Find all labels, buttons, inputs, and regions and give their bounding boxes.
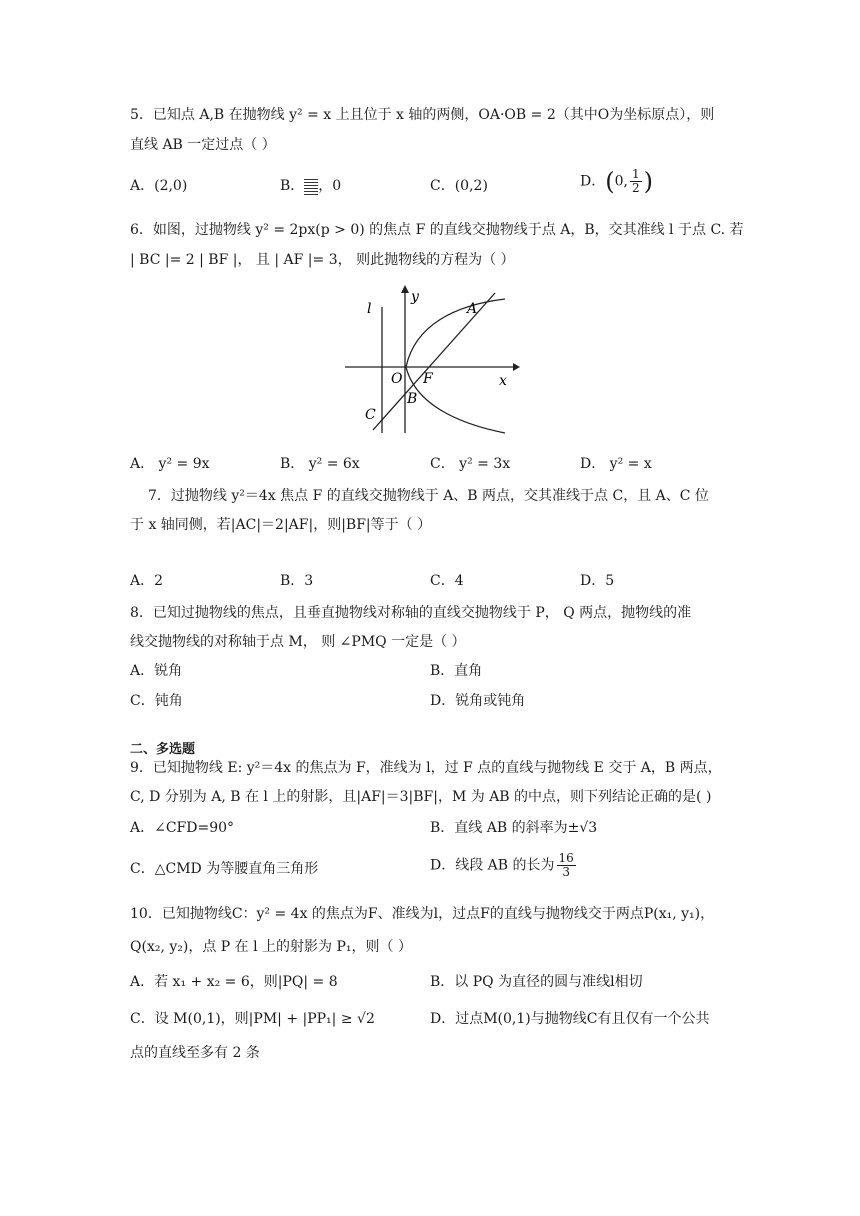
q10-option-b: B．以 PQ 为直径的圆与准线l相切 <box>430 974 643 990</box>
x-axis-arrow <box>513 363 520 371</box>
q6-option-c: C． y² = 3x <box>430 456 511 472</box>
q8-option-d: D．锐角或钝角 <box>430 693 526 709</box>
q7-option-d: D．5 <box>580 573 615 589</box>
q7-option-c: C．4 <box>430 573 464 589</box>
section-heading-multiple-choice: 二、多选题 <box>130 742 196 757</box>
q10-option-d: D．过点M(0,1)与抛物线C有且仅有一个公共 <box>430 1011 710 1027</box>
label-o: O <box>391 371 403 387</box>
q5-option-d-zero: 0, <box>614 173 628 190</box>
q9-stem-line1: 9．已知抛物线 E: y²＝4x 的焦点为 F，准线为 l，过 F 点的直线与抛物线 E 交于 A，B 两点， <box>130 760 722 776</box>
q5-stem-line2: 直线 AB 一定过点（ ） <box>130 137 276 153</box>
q10-option-c: C．设 M(0,1)，则|PM| + |PP₁| ≥ √2 <box>130 1011 375 1027</box>
q6-stem-line1: 6．如图，过抛物线 y² = 2px(p > 0) 的焦点 F 的直线交抛物线于点 A，B，交其准线 l 于点 C. 若 <box>130 222 744 238</box>
q5-option-b-text: ，0 <box>318 178 342 194</box>
q5-stem-line1: 5．已知点 A,B 在抛物线 y² = x 上且位于 x 轴的两侧，OA·OB = 2（其中O为坐标原点），则 <box>130 107 715 123</box>
q10-option-a: A．若 x₁ + x₂ = 6，则|PQ| = 8 <box>130 974 338 990</box>
label-f: F <box>423 371 433 387</box>
label-x: x <box>499 373 507 389</box>
q8-stem-line1: 8．已知过抛物线的焦点，且垂直抛物线对称轴的直线交抛物线于 P， Q 两点，抛物线的准 <box>130 605 692 621</box>
q9-option-a: A．∠CFD=90° <box>130 820 235 836</box>
q5-option-b <box>280 175 341 197</box>
q5-option-d-close-paren: ) <box>643 167 653 196</box>
q7-option-b: B．3 <box>280 573 314 589</box>
q10-stem-line2: Q(x₂, y₂)，点 P 在 l 上的射影为 P₁，则（ ） <box>130 939 412 955</box>
label-c: C <box>365 407 376 423</box>
q9-option-d-prefix: D．线段 AB 的长为 <box>430 857 555 874</box>
q7-option-a: A．2 <box>130 573 164 589</box>
q9-option-d-numerator: 16 <box>558 851 574 865</box>
parabola-figure <box>345 285 520 435</box>
q10-stem-line1: 10．已知抛物线C：y² = 4x 的焦点为F、准线为l，过点F的直线与抛物线交于两点P(x₁, y₁)， <box>130 906 715 922</box>
q5-option-d-denominator: 2 <box>631 181 640 195</box>
q5-option-b-glyph <box>304 177 318 195</box>
parabola-curve <box>406 299 505 433</box>
q5-option-d <box>580 168 653 195</box>
q5-option-b-prefix: B． <box>280 178 305 194</box>
q6-option-b: B． y² = 6x <box>280 456 360 472</box>
label-a: A <box>467 301 478 317</box>
y-axis-arrow <box>401 285 409 293</box>
q5-option-d-numerator: 1 <box>631 167 640 181</box>
q9-option-d <box>430 852 578 879</box>
q8-option-c: C．钝角 <box>130 693 183 709</box>
q5-option-c: C．(0,2) <box>430 178 488 194</box>
q8-stem-line2: 线交抛物线的对称轴于点 M， 则 ∠PMQ 一定是（ ） <box>130 634 466 650</box>
q5-option-d-open-paren: ( <box>605 167 615 196</box>
q6-option-d: D． y² = x <box>580 456 652 472</box>
label-b: B <box>407 391 418 407</box>
label-l: l <box>367 301 372 317</box>
q9-option-d-fraction <box>557 852 576 879</box>
q7-stem-line1: 7．过抛物线 y²＝4x 焦点 F 的直线交抛物线于 A、B 两点，交其准线于点 C，且 A、C 位 <box>148 488 709 504</box>
q6-option-a: A． y² = 9x <box>130 456 210 472</box>
q9-stem-line2: C, D 分别为 A, B 在 l 上的射影，且|AF|＝3|BF|，M 为 AB 的中点，则下列结论正确的是( ) <box>130 789 712 805</box>
q5-option-d-fraction <box>630 168 642 195</box>
q8-option-b: B．直角 <box>430 663 483 679</box>
label-y: y <box>411 289 419 305</box>
q8-option-a: A．锐角 <box>130 663 183 679</box>
q9-option-b: B．直线 AB 的斜率为±√3 <box>430 820 598 836</box>
q10-option-d-continuation: 点的直线至多有 2 条 <box>130 1045 260 1061</box>
q6-stem-line2: | BC |= 2 | BF |， 且 | AF |= 3， 则此抛物线的方程为（ ） <box>130 252 515 268</box>
q5-option-a: A．(2,0) <box>130 178 188 194</box>
q9-option-d-denominator: 3 <box>562 865 570 879</box>
q7-stem-line2: 于 x 轴同侧，若|AC|＝2|AF|，则|BF|等于（ ） <box>130 517 432 533</box>
q9-option-c: C．△CMD 为等腰直角三角形 <box>130 861 319 877</box>
q5-option-d-prefix: D． <box>580 173 606 190</box>
